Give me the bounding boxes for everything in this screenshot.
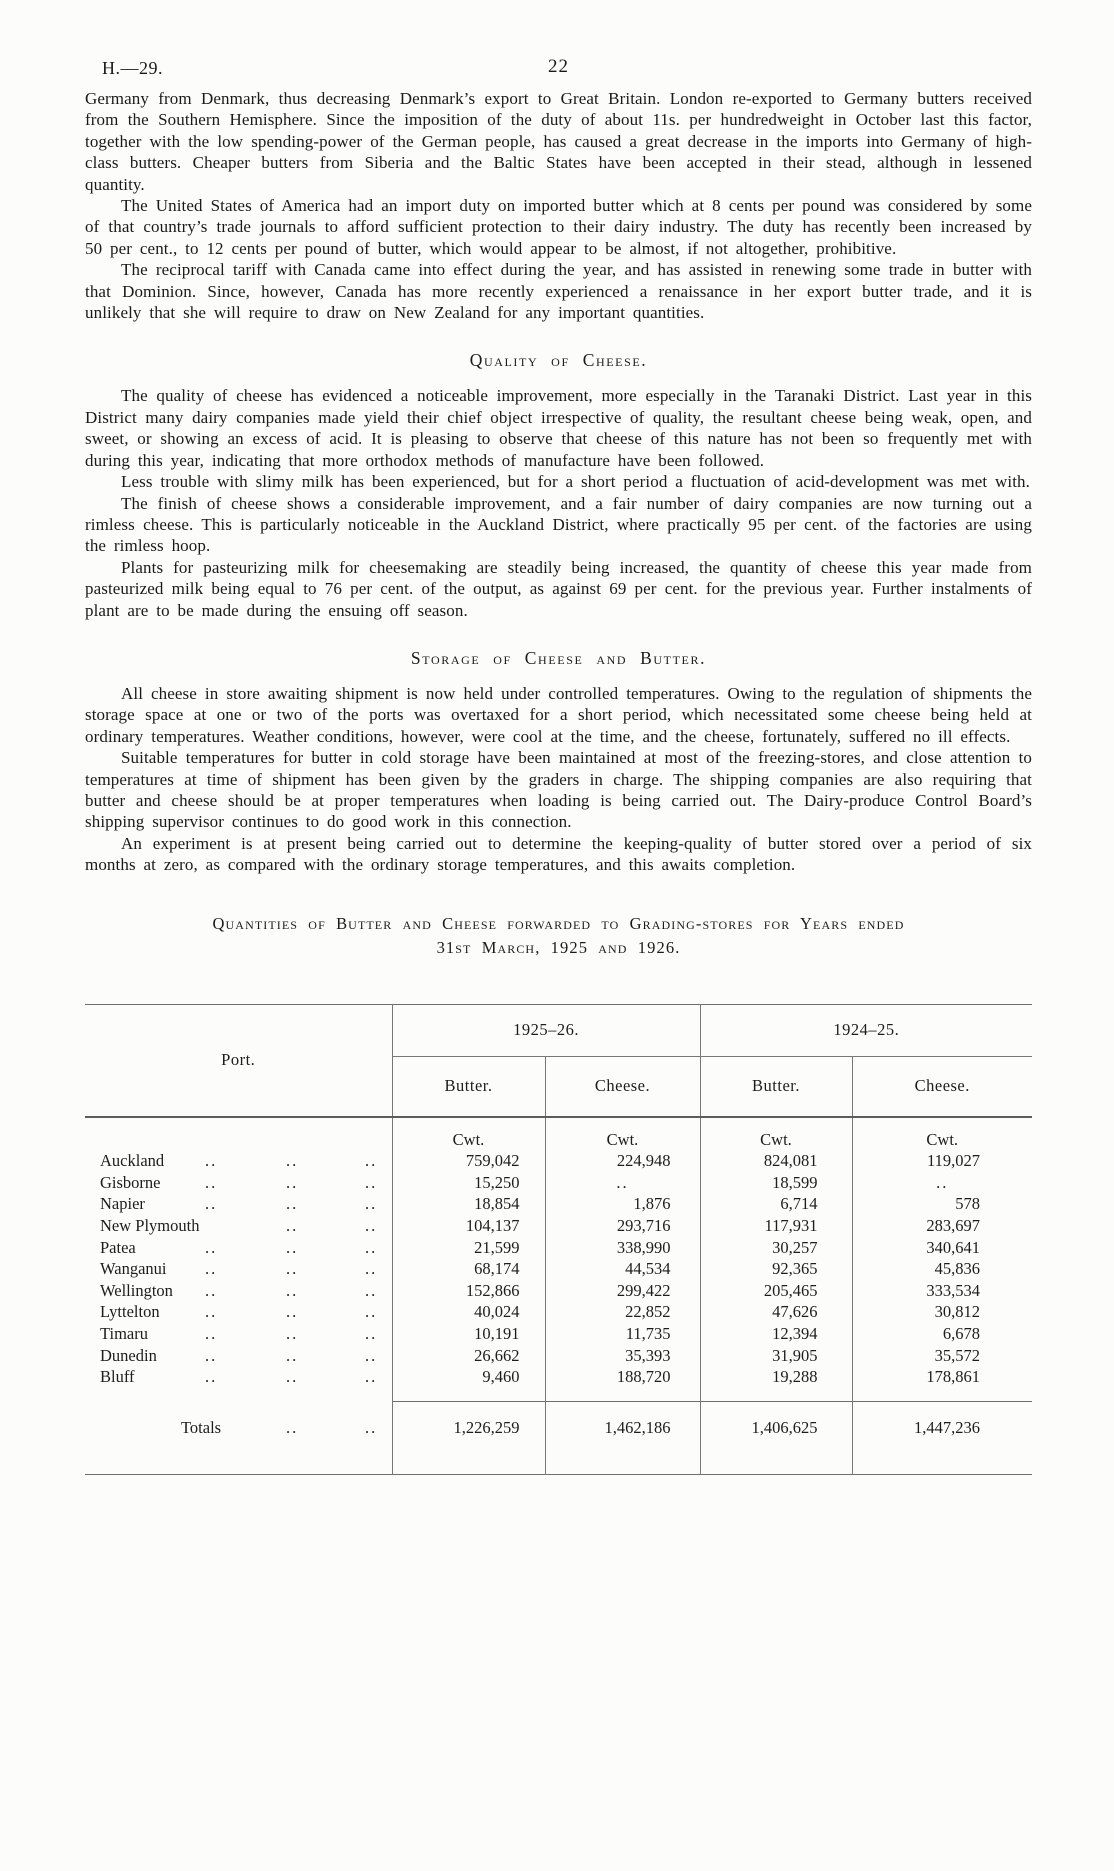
table-cell: 293,716 (545, 1215, 700, 1237)
dot-leader: .. (286, 1194, 299, 1214)
table-cell: 44,534 (545, 1258, 700, 1280)
totals-cell: 1,406,625 (700, 1401, 852, 1475)
unit-label: Cwt. (852, 1117, 1032, 1151)
table-cell: 759,042 (392, 1150, 545, 1172)
table-cell: 224,948 (545, 1150, 700, 1172)
dot-leader: .. (365, 1302, 378, 1322)
dot-leader: .. (286, 1237, 299, 1257)
table-cell: 824,081 (700, 1150, 852, 1172)
unit-row-spacer (85, 1117, 392, 1151)
table-cell: 10,191 (392, 1323, 545, 1345)
port-name: Patea (100, 1237, 136, 1257)
table-cell: 21,599 (392, 1237, 545, 1259)
dot-leader: .. (365, 1280, 378, 1300)
table-cell: 40,024 (392, 1301, 545, 1323)
port-name: Wellington (100, 1280, 173, 1300)
paragraph: All cheese in store awaiting shipment is now held under controlled temperatures. Owing to the regulation of shipments the storage space at one or two of the ports was overtaxed for a short period, which necessitated some cheese being held at ordinary temperatures. Weather conditions, however, were cool at the time, and the cheese, fortunately, suffered no ill effects. (85, 683, 1032, 746)
paragraph-continuation: Germany from Denmark, thus decreasing Denmark’s export to Great Britain. London re-exported to Germany butters received from the Southern Hemisphere. Since the imposition of the duty of about 11s. per hundredweight in October last this factor, together with the low spending-power of the German people, has caused a great decrease in the imports into Germany of high-class butters. Cheaper butters from Siberia and the Baltic States have been accepted in their stead, although in lessened quantity. (85, 89, 1032, 194)
unit-label: Cwt. (700, 1117, 852, 1151)
table-cell: 18,854 (392, 1193, 545, 1215)
table-cell: 299,422 (545, 1280, 700, 1302)
table-caption-line1: Quantities of Butter and Cheese forwarded to Grading-stores for Years ended (212, 913, 905, 933)
table-row (85, 1150, 1032, 1172)
dot-leader: .. (286, 1345, 299, 1365)
table-cell: 26,662 (392, 1345, 545, 1367)
column-group-1925-26: 1925–26. (392, 1004, 700, 1056)
table-row (85, 1193, 1032, 1215)
table-cell: 333,534 (852, 1280, 1032, 1302)
table-row (85, 1237, 1032, 1259)
dot-leader: .. (286, 1323, 299, 1343)
dot-leader: .. (286, 1280, 299, 1300)
table-cell: 22,852 (545, 1301, 700, 1323)
port-name: Napier (100, 1194, 145, 1214)
paragraph: Suitable temperatures for butter in cold storage have been maintained at most of the freezing-stores, and close attention to temperatures at time of shipment has been given by the graders in charge. The shipping companies are also requiring that butter and cheese should be at proper temperatures when loading is being carried out. The Dairy-produce Control Board’s shipping supervisor continues to do good work in this connection. (85, 748, 1032, 832)
table-row (85, 1172, 1032, 1194)
table-cell: 119,027 (852, 1150, 1032, 1172)
totals-cell: 1,462,186 (545, 1401, 700, 1475)
table-cell: 188,720 (545, 1366, 700, 1401)
port-cell (85, 1237, 392, 1259)
dot-leader: .. (365, 1194, 378, 1214)
table-cell: 6,678 (852, 1323, 1032, 1345)
port-cell (85, 1172, 392, 1194)
dot-leader: .. (205, 1302, 218, 1322)
port-cell (85, 1366, 392, 1401)
table-cell: 18,599 (700, 1172, 852, 1194)
dot-leader: .. (205, 1151, 218, 1171)
table-cell: 104,137 (392, 1215, 545, 1237)
table-cell: .. (545, 1172, 700, 1194)
paragraph: The United States of America had an import duty on imported butter which at 8 cents per pound was considered by some of that country’s trade journals to afford sufficient protection to their dairy industry. The duty has recently been increased by 50 per cent., to 12 cents per pound of butter, which would appear to be almost, if not altogether, prohibitive. (85, 196, 1032, 258)
port-cell (85, 1215, 392, 1237)
port-name: Bluff (100, 1367, 135, 1387)
dot-leader: .. (365, 1151, 378, 1171)
section-heading-quality-of-cheese: Quality of Cheese. (469, 350, 648, 371)
table-cell: 578 (852, 1193, 1032, 1215)
dot-leader: .. (205, 1194, 218, 1214)
totals-label-cell (85, 1401, 392, 1475)
totals-cell: 1,226,259 (392, 1401, 545, 1475)
page-content (85, 58, 1032, 1475)
dot-leader: .. (365, 1237, 378, 1257)
dot-leader: .. (205, 1345, 218, 1365)
port-name: Wanganui (100, 1259, 167, 1279)
column-header-butter-1925-26: Butter. (392, 1056, 545, 1117)
column-header-cheese-1925-26: Cheese. (545, 1056, 700, 1117)
dot-leader: .. (365, 1367, 378, 1387)
port-cell (85, 1193, 392, 1215)
port-cell (85, 1150, 392, 1172)
table-cell: 68,174 (392, 1258, 545, 1280)
dot-leader: .. (365, 1417, 378, 1437)
paragraph: The reciprocal tariff with Canada came into effect during the year, and has assisted in renewing some trade in butter with that Dominion. Since, however, Canada has more recently experienced a renaissance in her export butter trade, and it is unlikely that she will require to draw on New Zealand for any important quantities. (85, 260, 1032, 323)
table-cell: 11,735 (545, 1323, 700, 1345)
table-cell: 178,861 (852, 1366, 1032, 1401)
dot-leader: .. (286, 1417, 299, 1437)
table-cell: 152,866 (392, 1280, 545, 1302)
dot-leader: .. (286, 1259, 299, 1279)
dot-leader: .. (205, 1323, 218, 1343)
grading-stores-table (85, 1004, 1032, 1476)
port-name: Lyttelton (100, 1302, 160, 1322)
dot-leader: .. (365, 1172, 378, 1192)
port-cell (85, 1323, 392, 1345)
paragraph: The finish of cheese shows a considerable improvement, and a fair number of dairy companies are now turning out a rimless cheese. This is particularly noticeable in the Auckland District, where practically 95 per cent. of the factories are using the rimless hoop. (85, 493, 1032, 556)
table-cell: 6,714 (700, 1193, 852, 1215)
page-header (85, 58, 1032, 88)
port-name: Auckland (100, 1151, 165, 1171)
dot-leader: .. (205, 1367, 218, 1387)
table-cell: 30,257 (700, 1237, 852, 1259)
table-cell: 31,905 (700, 1345, 852, 1367)
table-cell: 340,641 (852, 1237, 1032, 1259)
table-cell: 19,288 (700, 1366, 852, 1401)
page-number: 22 (548, 56, 569, 77)
table-row (85, 1215, 1032, 1237)
port-name: Timaru (100, 1323, 148, 1343)
document-reference: H.—29. (102, 58, 163, 78)
table-cell: .. (852, 1172, 1032, 1194)
dot-leader: .. (365, 1215, 378, 1235)
dot-leader: .. (365, 1259, 378, 1279)
dot-leader: .. (205, 1237, 218, 1257)
table-cell: 15,250 (392, 1172, 545, 1194)
totals-cell: 1,447,236 (852, 1401, 1032, 1475)
dot-leader: .. (205, 1280, 218, 1300)
dot-leader: .. (286, 1302, 299, 1322)
column-header-cheese-1924-25: Cheese. (852, 1056, 1032, 1117)
unit-label: Cwt. (545, 1117, 700, 1151)
table-header-groups (85, 1004, 1032, 1056)
port-cell (85, 1280, 392, 1302)
totals-row (85, 1401, 1032, 1475)
dot-leader: .. (286, 1215, 299, 1235)
table-cell: 1,876 (545, 1193, 700, 1215)
unit-label: Cwt. (392, 1117, 545, 1151)
paragraph: Plants for pasteurizing milk for cheesemaking are steadily being increased, the quantity of cheese this year made from pasteurized milk being equal to 76 per cent. of the output, as against 69 per cent. for the previous year. Further instalments of plant are to be made during the ensuing off season. (85, 557, 1032, 620)
paragraph: Less trouble with slimy milk has been experienced, but for a short period a fluctuation of acid-development was met with. (121, 472, 1031, 492)
port-name: Dunedin (100, 1345, 157, 1365)
table-row (85, 1323, 1032, 1345)
column-group-1924-25: 1924–25. (700, 1004, 1032, 1056)
table-caption-line2: 31st March, 1925 and 1926. (436, 937, 681, 957)
table-cell: 35,572 (852, 1345, 1032, 1367)
dot-leader: .. (286, 1172, 299, 1192)
dot-leader: .. (286, 1151, 299, 1171)
table-cell: 12,394 (700, 1323, 852, 1345)
table-cell: 45,836 (852, 1258, 1032, 1280)
table-cell: 117,931 (700, 1215, 852, 1237)
table-cell: 205,465 (700, 1280, 852, 1302)
table-cell: 92,365 (700, 1258, 852, 1280)
table-cell: 30,812 (852, 1301, 1032, 1323)
table-row (85, 1345, 1032, 1367)
section-heading-storage-of-cheese-and-butter: Storage of Cheese and Butter. (410, 647, 707, 668)
table-cell: 338,990 (545, 1237, 700, 1259)
dot-leader: .. (205, 1172, 218, 1192)
dot-leader: .. (205, 1259, 218, 1279)
dot-leader: .. (365, 1345, 378, 1365)
port-cell (85, 1301, 392, 1323)
port-name: Gisborne (100, 1172, 161, 1192)
table-cell: 47,626 (700, 1301, 852, 1323)
dot-leader: .. (286, 1367, 299, 1387)
paragraph: An experiment is at present being carried out to determine the keeping-quality of butter stored over a period of six months at zero, as compared with the ordinary storage temperatures, and this awaits completion. (85, 833, 1032, 875)
dot-leader: .. (365, 1323, 378, 1343)
table-row (85, 1258, 1032, 1280)
column-header-butter-1924-25: Butter. (700, 1056, 852, 1117)
table-row (85, 1280, 1032, 1302)
paragraph: The quality of cheese has evidenced a noticeable improvement, more especially in the Taranaki District. Last year in this District many dairy companies made yield their chief object irrespective of quality, the resultant cheese being weak, open, and sweet, or showing an excess of acid. It is pleasing to observe that cheese of this nature has not been so frequently met with during this year, indicating that more orthodox methods of manufacture have been followed. (85, 386, 1032, 470)
totals-label: Totals (181, 1417, 222, 1437)
table-row (85, 1366, 1032, 1401)
port-cell (85, 1258, 392, 1280)
table-row (85, 1301, 1032, 1323)
table-cell: 283,697 (852, 1215, 1032, 1237)
port-name: New Plymouth (100, 1215, 200, 1235)
table-cell: 9,460 (392, 1366, 545, 1401)
table-cell: 35,393 (545, 1345, 700, 1367)
port-cell (85, 1345, 392, 1367)
column-header-port: Port. (85, 1004, 392, 1117)
unit-row (85, 1117, 1032, 1151)
